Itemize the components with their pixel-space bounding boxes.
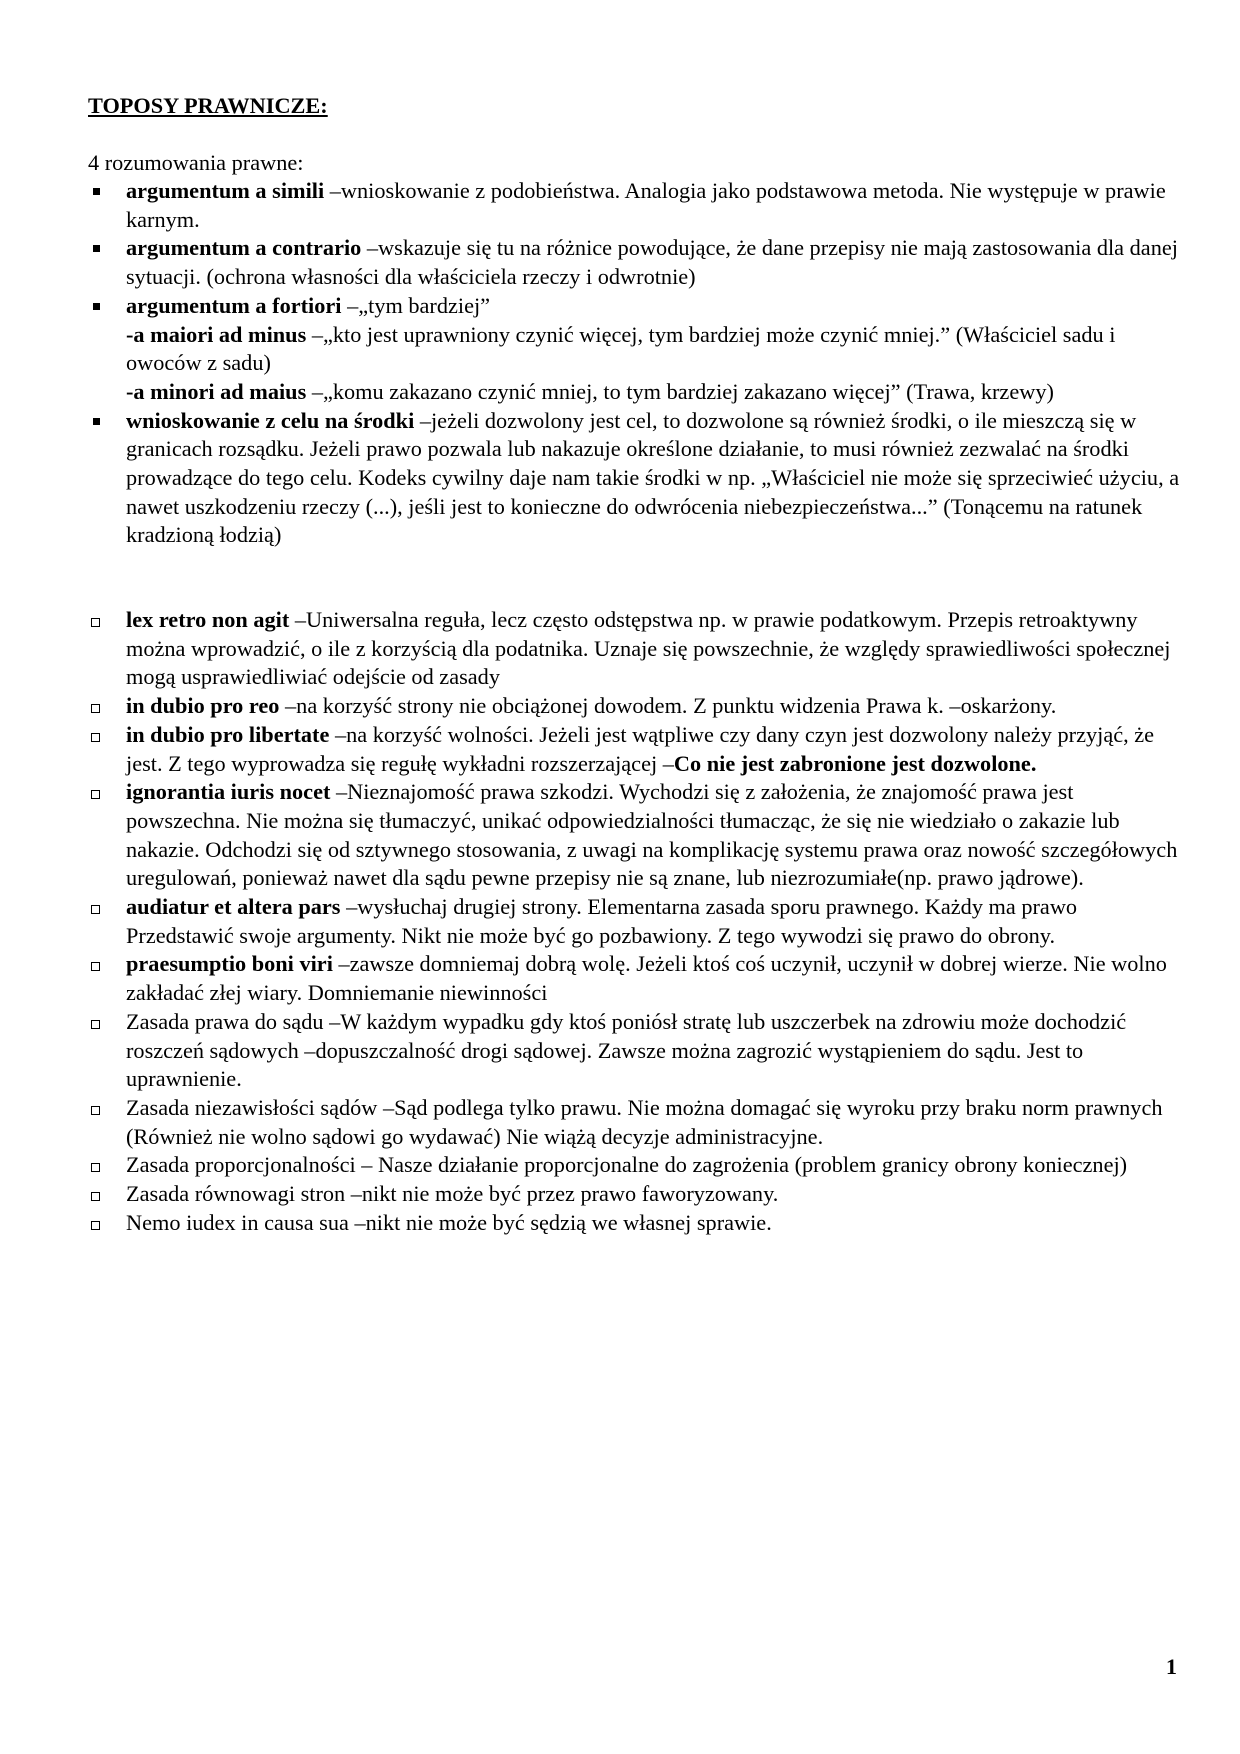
sub-term: -a maiori ad minus <box>126 321 307 347</box>
reasoning-list <box>88 177 1188 550</box>
intro-line: 4 rozumowania prawne: <box>88 150 304 175</box>
list-item <box>88 721 1188 778</box>
description: Nemo iudex in causa sua –nikt nie może być sędzią we własnej sprawie. <box>126 1209 772 1235</box>
term: argumentum a fortiori <box>126 292 342 318</box>
bullet-square-icon <box>88 234 126 262</box>
list-item <box>88 1151 1188 1180</box>
bullet-checkbox-icon <box>88 950 126 978</box>
term: in dubio pro libertate <box>126 721 330 747</box>
description: –„tym bardziej” <box>341 292 491 318</box>
term: argumentum a simili <box>126 178 325 203</box>
bullet-checkbox-icon <box>88 721 126 749</box>
list-item <box>88 1094 1188 1151</box>
list-item <box>88 292 1188 407</box>
term: argumentum a contrario <box>126 235 362 261</box>
list-item <box>88 234 1188 291</box>
list-item <box>88 1008 1188 1094</box>
sub-item <box>126 378 1188 407</box>
description: –na korzyść strony nie obciążonej dowodem. Z punktu widzenia Prawa k. –oskarżony. <box>279 693 1057 719</box>
page-title: TOPOSY PRAWNICZE: <box>88 93 328 118</box>
list-item <box>88 778 1188 893</box>
description: Zasada prawa do sądu –W każdym wypadku gdy ktoś poniósł stratę lub uszczerbek na zdrowiu może dochodzić roszczeń sądowych –dopuszczalność drogi sądowej. Zawsze można zagrozić wystąpieniem do sądu. Jest to uprawnienie. <box>126 1008 1127 1092</box>
description: Zasada proporcjonalności – Nasze działanie proporcjonalne do zagrożenia (problem granicy obrony koniecznej) <box>126 1152 1128 1178</box>
term: lex retro non agit <box>126 607 290 632</box>
list-item <box>88 950 1188 1007</box>
description: –na korzyść wolności. Jeżeli jest wątpliwe czy dany czyn jest dozwolony należy przyjąć, że jest. Z tego wyprowadza się regułę wykładni rozszerzającej – <box>126 721 1155 776</box>
list-item <box>88 692 1188 721</box>
sub-term: -a minori ad maius <box>126 378 307 404</box>
list-item <box>88 893 1188 950</box>
description: –wnioskowanie z podobieństwa. Analogia jako podstawowa metoda. Nie występuje w prawie karnym. <box>126 178 1166 232</box>
list-item <box>88 407 1188 551</box>
sub-item <box>126 321 1188 378</box>
term: audiatur et altera pars <box>126 894 341 920</box>
description: –zawsze domniemaj dobrą wolę. Jeżeli ktoś coś uczynił, uczynił w dobrej wierze. Nie wolno zakładać złej wiary. Domniemanie niewinności <box>126 951 1167 1006</box>
bullet-checkbox-icon <box>88 1209 126 1237</box>
sub-description: –„kto jest uprawniony czynić więcej, tym bardziej może czynić mniej.” (Właściciel sadu i owoców z sadu) <box>126 321 1116 376</box>
bullet-square-icon <box>88 292 126 320</box>
description: –wskazuje się tu na różnice powodujące, że dane przepisy nie mają zastosowania dla danej sytuacji. (ochrona własności dla właściciela rzeczy i odwrotnie) <box>126 235 1178 290</box>
term: wnioskowanie z celu na środki <box>126 407 415 433</box>
bullet-checkbox-icon <box>88 606 126 634</box>
bullet-checkbox-icon <box>88 1008 126 1036</box>
term: in dubio pro reo <box>126 693 280 719</box>
page-number: 1 <box>1165 1654 1177 1679</box>
bullet-checkbox-icon <box>88 1180 126 1208</box>
bullet-square-icon <box>88 407 126 435</box>
principles-list <box>88 606 1188 1237</box>
description: –wysłuchaj drugiej strony. Elementarna zasada sporu prawnego. Każdy ma prawo Przedstawić swoje argumenty. Nikt nie może być go pozbawiony. Z tego wywodzi się prawo do obrony. <box>126 894 1078 948</box>
description: –Nieznajomość prawa szkodzi. Wychodzi się z założenia, że znajomość prawa jest powszechna. Nie można się tłumaczyć, unikać odpowiedzialności tłumacząc, że się nie wiedziało o zakazie lub nakazie. Odchodzi się od sztywnego stosowania, z uwagi na komplikację systemu prawa oraz nowość szczegółowych uregulowań, ponieważ nawet dla sądu pewne przepisy nie są znane, lub niezrozumiałe(np. prawo jądrowe). <box>126 779 1178 891</box>
bullet-checkbox-icon <box>88 778 126 806</box>
description: Zasada niezawisłości sądów –Sąd podlega tylko prawu. Nie można domagać się wyroku przy braku norm prawnych (Również nie wolno sądowi go wydawać) Nie wiążą decyzje administracyjne. <box>126 1094 1163 1149</box>
description: –Uniwersalna reguła, lecz często odstępstwa np. w prawie podatkowym. Przepis retroaktywny można wprowadzić, o ile z korzyścią dla podatnika. Uznaje się powszechnie, że względy sprawiedliwości społecznej mogą usprawiedliwiać odejście od zasady <box>126 607 1171 690</box>
list-item <box>88 177 1188 234</box>
list-item <box>88 606 1188 692</box>
bullet-checkbox-icon <box>88 1151 126 1179</box>
bullet-checkbox-icon <box>88 1094 126 1122</box>
list-item <box>88 1180 1188 1209</box>
sub-description: –„komu zakazano czynić mniej, to tym bardziej zakazano więcej” (Trawa, krzewy) <box>306 378 1054 404</box>
bullet-checkbox-icon <box>88 692 126 720</box>
description: Zasada równowagi stron –nikt nie może być przez prawo faworyzowany. <box>126 1181 779 1207</box>
emphasis: Co nie jest zabronione jest dozwolone. <box>673 750 1037 776</box>
term: ignorantia iuris nocet <box>126 779 331 805</box>
bullet-square-icon <box>88 177 126 205</box>
description: –jeżeli dozwolony jest cel, to dozwolone są również środki, o ile mieszczą się w granicach rozsądku. Jeżeli prawo pozwala lub nakazuje określone działanie, to musi również zezwalać na środki prowadzące do tego celu. Kodeks cywilny daje nam takie środki w np. „Właściciel nie może się sprzeciwieć użyciu, a nawet uszkodzeniu rzeczy (...), jeśli jest to konieczne do odwrócenia niebezpieczeństwa...” (Tonącemu na ratunek kradzioną łodzią) <box>126 407 1180 548</box>
term: praesumptio boni viri <box>126 951 333 977</box>
list-item <box>88 1209 1188 1238</box>
bullet-checkbox-icon <box>88 893 126 921</box>
